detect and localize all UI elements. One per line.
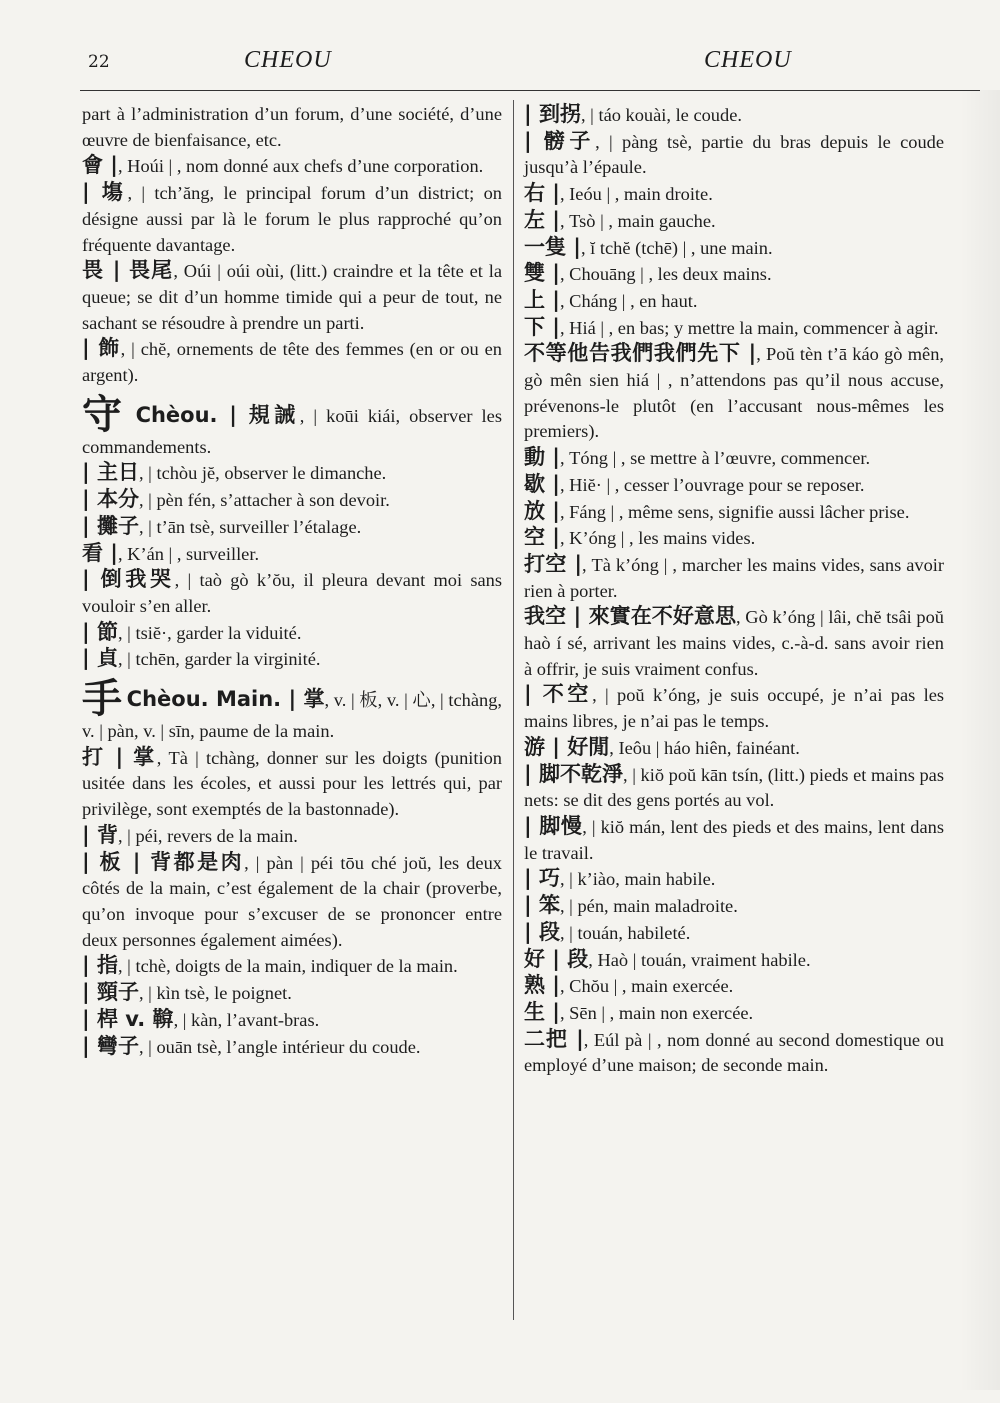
headword-character: 守 <box>82 391 127 438</box>
entry-definition: , Chouāng | , les deux mains. <box>559 264 772 285</box>
entry-definition: , Tà | tchàng, donner sur les doigts (punition usitée dans les écoles, et aussi pour les lettrés qui, par privilège, sont exemptés de la bastonnade). <box>82 747 502 820</box>
running-title-right: CHEOU <box>704 47 792 73</box>
entry-definition: , Chŏu | , main exercée. <box>559 976 734 997</box>
entry-definition: , Hiá | , en bas; y mettre la main, commencer à agir. <box>559 317 939 338</box>
headword-character: 手 <box>82 676 123 723</box>
entry-characters: | 塲 <box>82 180 128 205</box>
dictionary-entry <box>82 102 502 153</box>
dictionary-entry <box>82 646 502 673</box>
entry-definition: , | tsiĕ·, garder la viduité. <box>117 622 302 643</box>
entry-characters: 歇 | <box>524 471 560 496</box>
header-rule <box>80 90 980 91</box>
entry-definition: , | t’ān tsè, surveiller l’étalage. <box>138 516 362 537</box>
entry-definition: , K’án | , surveiller. <box>117 543 260 564</box>
dictionary-entry <box>82 953 502 980</box>
entry-definition: , | kiŏ mán, lent des pieds et des mains, lent dans le travail. <box>524 816 944 863</box>
entry-characters: 會 | <box>82 153 118 178</box>
dictionary-entry <box>82 850 502 954</box>
entry-definition: , | k’iào, main habile. <box>559 869 716 890</box>
dictionary-entry <box>524 893 944 920</box>
entry-definition: , Hoúi | , nom donné aux chefs d’une corporation. <box>117 156 484 177</box>
entry-characters: 打空 | <box>524 551 582 576</box>
entry-characters: 右 | <box>524 181 560 206</box>
dictionary-entry <box>524 947 944 974</box>
entry-characters: 下 | <box>524 314 560 339</box>
entry-characters: | 板 | 背都是肉 <box>82 849 245 874</box>
entry-definition: , | kàn, l’avant-bras. <box>173 1009 320 1030</box>
entry-characters: Chèou. Main. | 掌 <box>126 687 325 712</box>
entry-characters: | 倒我哭 <box>82 567 175 592</box>
dictionary-entry <box>524 762 944 814</box>
dictionary-entry <box>524 525 944 552</box>
entry-definition: , K’óng | , les mains vides. <box>559 528 756 549</box>
dictionary-entry <box>82 1034 502 1061</box>
entry-definition: , | ouān tsè, l’angle intérieur du coude. <box>138 1036 421 1057</box>
entry-characters: Chèou. | 規誡 <box>135 402 300 427</box>
entry-definition: part à l’administration d’un forum, d’une société, d’une œuvre de bienfaisance, etc. <box>82 104 502 150</box>
entry-definition: , | táo kouài, le coude. <box>580 105 742 125</box>
entry-definition: , Poŭ tèn t’ā káo gò mên, gò mên sien hiá | , n’attendons pas qu’il nous accuse, prévenons-le plutôt (en l’accusant nous-mêmes les premiers). <box>524 344 945 442</box>
entry-characters: | 脚慢 <box>524 813 583 838</box>
entry-characters: | 段 <box>524 919 560 944</box>
entry-characters: 生 | <box>524 999 560 1024</box>
dictionary-entry <box>82 180 502 258</box>
entry-characters: | 飾 <box>82 336 121 361</box>
entry-definition: , | kiŏ poŭ kān tsín, (litt.) pieds et mains pas nets: se dit des gens portés au vol. <box>524 764 944 811</box>
column-divider <box>513 100 514 1320</box>
dictionary-entry <box>82 514 502 541</box>
dictionary-entry <box>524 129 944 181</box>
entry-definition: , | touán, habileté. <box>559 922 691 943</box>
dictionary-entry <box>524 499 944 526</box>
dictionary-entry <box>82 153 502 180</box>
dictionary-entry <box>524 235 944 262</box>
entry-definition: , ĭ tchĕ (tchē) | , une main. <box>580 237 773 258</box>
entry-characters: | 不空 <box>524 682 593 707</box>
dictionary-entry <box>524 735 944 762</box>
entry-characters: 一隻 | <box>524 234 581 259</box>
dictionary-entry <box>82 258 502 336</box>
dictionary-entry <box>524 341 944 445</box>
dictionary-entry <box>524 102 944 129</box>
running-title-left: CHEOU <box>244 47 332 73</box>
dictionary-entry <box>524 315 944 342</box>
entry-definition: , Tà k’óng | , marcher les mains vides, sans avoir rien à porter. <box>524 554 944 601</box>
right-column <box>524 102 944 1079</box>
entry-characters: 好 | 段 <box>524 946 589 971</box>
entry-definition: , | taò gò k’ŏu, il pleura devant moi sans vouloir s’en aller. <box>82 570 503 616</box>
entry-definition: , v. | 板, v. | 心, | tchàng, v. | pàn, v. | sīn, paume de la main. <box>82 690 502 742</box>
entry-characters: 游 | 好閒 <box>524 734 610 759</box>
entry-definition: , Haò | touán, vraiment habile. <box>588 949 811 970</box>
dictionary-entry <box>524 1027 944 1079</box>
entry-characters: 熟 | <box>524 973 560 998</box>
entry-definition: , Tóng | , se mettre à l’œuvre, commencer. <box>559 448 871 469</box>
dictionary-entry <box>524 445 944 472</box>
entry-characters: | 攤子 <box>82 513 139 538</box>
entry-definition: , | pàng tsè, partie du bras depuis le coude jusqu’à l’épaule. <box>524 131 944 178</box>
dictionary-entry <box>524 288 944 315</box>
dictionary-entry <box>524 604 944 682</box>
dictionary-entry <box>524 814 944 866</box>
entry-characters: 動 | <box>524 445 560 470</box>
dictionary-entry <box>524 682 944 734</box>
dictionary-entry <box>524 208 944 235</box>
entry-characters: | 桿 v. 鞥 <box>82 1006 174 1031</box>
entry-characters: 不等他告我們我們先下 | <box>524 341 757 366</box>
dictionary-entry <box>524 472 944 499</box>
entry-characters: | 貞 <box>82 646 118 671</box>
entry-characters: 雙 | <box>524 261 560 286</box>
entry-characters: 二把 | <box>524 1026 584 1051</box>
left-column <box>82 102 502 1060</box>
dictionary-entry <box>82 541 502 568</box>
entry-definition: , | tch’ăng, le principal forum d’un district; on désigne aussi par là le forum le plus rapproché qu’on fréquente davantage. <box>82 183 502 255</box>
entry-characters: | 髈子 <box>524 128 596 153</box>
dictionary-entry <box>82 391 502 461</box>
dictionary-entry <box>524 1000 944 1027</box>
entry-characters: | 笨 <box>524 893 560 918</box>
entry-characters: 上 | <box>524 287 560 312</box>
page-edge-shadow <box>960 90 1000 1390</box>
entry-definition: , | pèn fén, s’attacher à son devoir. <box>138 490 390 511</box>
entry-definition: , | pén, main maladroite. <box>559 896 738 917</box>
entry-characters: | 巧 <box>524 866 560 891</box>
entry-definition: , Sēn | , main non exercée. <box>559 1002 754 1023</box>
dictionary-entry <box>524 552 944 604</box>
entry-characters: 打 | 掌 <box>82 744 157 769</box>
entry-characters: 放 | <box>524 498 560 523</box>
entry-definition: , | poŭ k’óng, je suis occupé, je n’ai pas les mains libres, je n’ai pas le temps. <box>524 685 945 732</box>
dictionary-entry <box>524 920 944 947</box>
entry-definition: , | chĕ, ornements de tête des femmes (en or ou en argent). <box>82 339 502 386</box>
entry-definition: , Gò k’óng | lâi, chĕ tsâi poŭ haò í sé, arrivant les mains vides, c.-à-d. sans avoir rien à offrir, je suis vraiment confus. <box>524 607 944 679</box>
dictionary-entry <box>524 261 944 288</box>
entry-definition: , Tsò | , main gauche. <box>559 210 716 231</box>
entry-characters: 空 | <box>524 525 560 550</box>
dictionary-entry <box>82 336 502 388</box>
entry-characters: | 彎子 <box>82 1033 139 1058</box>
dictionary-entry <box>82 487 502 514</box>
entry-definition: , Cháng | , en haut. <box>559 290 698 311</box>
dictionary-entry <box>82 823 502 850</box>
entry-characters: 左 | <box>524 207 560 232</box>
entry-characters: | 本分 <box>82 487 139 512</box>
dictionary-entry <box>524 181 944 208</box>
dictionary-entry <box>82 460 502 487</box>
entry-definition: , Hiĕ· | , cesser l’ouvrage pour se reposer. <box>559 474 865 495</box>
entry-characters: 我空 | 來實在不好意思 <box>524 604 737 629</box>
page-number: 22 <box>88 52 110 72</box>
entry-definition: , Ieôu | háo hiên, fainéant. <box>609 737 800 758</box>
entry-definition: , | pàn | péi tōu ché joŭ, les deux côtés de la main, c’est également de la chair (proverbe, qu’on invoque pour s’excuser de se prononcer entre deux personnes également aimées). <box>82 852 502 950</box>
entry-definition: , Ieóu | , main droite. <box>559 184 713 205</box>
entry-characters: | 到拐 <box>524 102 581 126</box>
page-header <box>0 0 1000 95</box>
dictionary-entry <box>82 567 502 619</box>
entry-definition: , Oúi | oúi oùi, (litt.) craindre et la tête et la queue; se dit d’un homme timide qui a peur de tout, ne sachant se résoudre à prendre un parti. <box>82 261 502 333</box>
entry-characters: | 背 <box>82 822 118 847</box>
dictionary-entry <box>524 866 944 893</box>
entry-characters: | 主日 <box>82 460 139 485</box>
dictionary-entry <box>82 676 502 745</box>
entry-definition: , | koūi kiái, observer les commandements. <box>82 405 502 457</box>
entry-definition: , | kìn tsè, le poignet. <box>138 983 292 1004</box>
entry-characters: | 節 <box>82 619 118 644</box>
entry-definition: , Fáng | , même sens, signifie aussi lâcher prise. <box>559 501 910 522</box>
entry-characters: | 指 <box>82 953 118 978</box>
dictionary-entry <box>82 620 502 647</box>
entry-characters: 看 | <box>82 540 118 565</box>
entry-characters: | 脚不乾淨 <box>524 761 624 786</box>
entry-characters: 畏 | 畏尾 <box>82 258 174 283</box>
dictionary-entry <box>82 980 502 1007</box>
entry-definition: , | tchòu jĕ, observer le dimanche. <box>138 463 387 484</box>
dictionary-entry <box>82 745 502 823</box>
entry-definition: , Eúl pà | , nom donné au second domestique ou employé d’une maison; de seconde main. <box>524 1029 945 1076</box>
dictionary-entry <box>82 1007 502 1034</box>
entry-characters: | 頸子 <box>82 980 139 1005</box>
entry-definition: , | tchēn, garder la virginité. <box>117 649 321 670</box>
dictionary-entry <box>524 973 944 1000</box>
entry-definition: , | péi, revers de la main. <box>117 825 298 846</box>
entry-definition: , | tchè, doigts de la main, indiquer de la main. <box>117 956 458 977</box>
